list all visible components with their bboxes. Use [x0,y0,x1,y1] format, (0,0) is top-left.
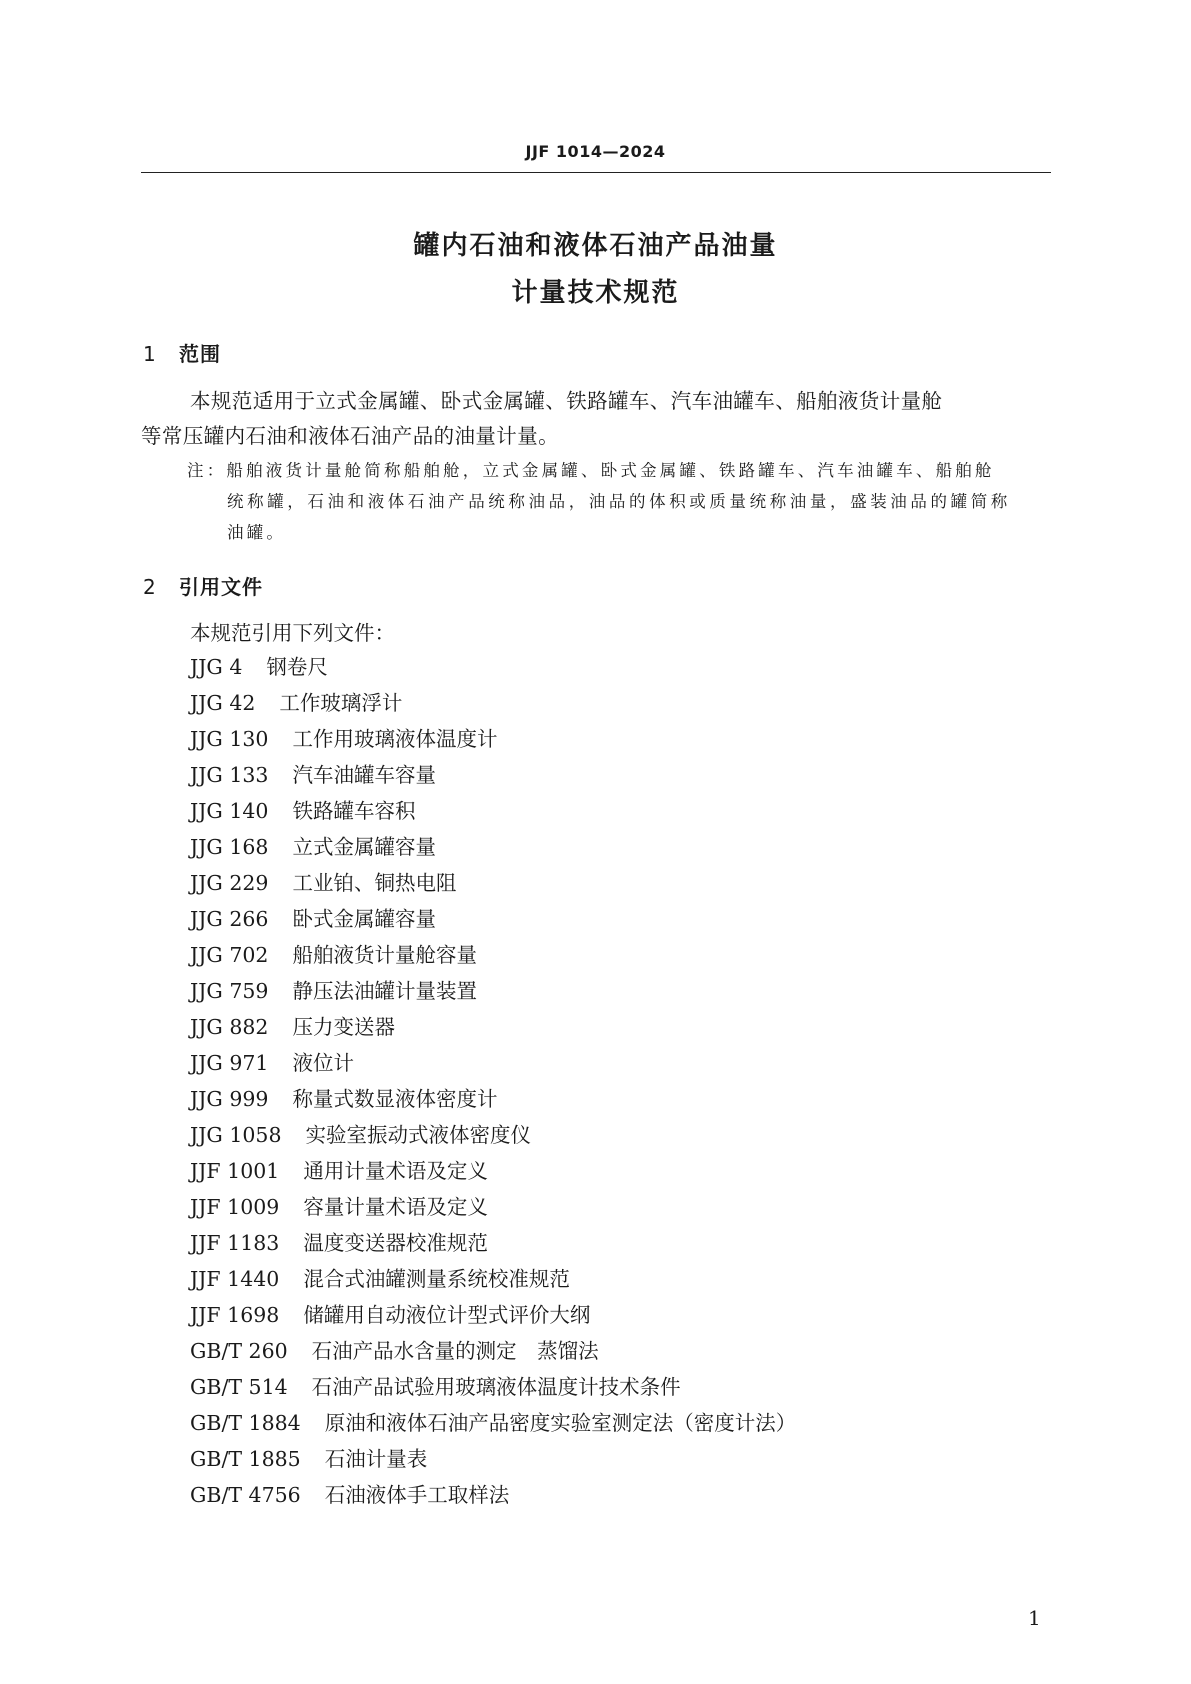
reference-title: 钢卷尺 [266,655,328,679]
reference-item [190,1262,570,1290]
reference-code: GB/T 1884 [190,1411,301,1435]
reference-title: 工业铂、铜热电阻 [292,871,457,895]
document-title-line-1: 罐内石油和液体石油产品油量 [413,231,778,261]
reference-code: GB/T 514 [190,1375,288,1399]
scope-paragraph-line-2: 等常压罐内石油和液体石油产品的油量计量。 [141,424,559,448]
reference-code: JJG 140 [190,799,269,823]
reference-item [190,974,477,1002]
reference-item [190,794,415,822]
reference-code: GB/T 4756 [190,1483,301,1507]
reference-code: GB/T 1885 [190,1447,301,1471]
reference-code: JJG 266 [190,907,269,931]
reference-title: 石油产品水含量的测定 蒸馏法 [311,1339,599,1363]
reference-title: 汽车油罐车容量 [292,763,436,787]
reference-item [190,1118,531,1146]
reference-item [190,1406,796,1434]
reference-title: 称量式数显液体密度计 [292,1087,498,1111]
reference-item [190,1046,354,1074]
reference-item [190,650,328,678]
reference-code: JJG 702 [190,943,269,967]
reference-code: JJG 971 [190,1051,269,1075]
document-code-header: JJF 1014—2024 [525,142,666,161]
reference-item [190,1334,599,1362]
reference-item [190,686,402,714]
section-title: 范围 [179,342,221,366]
section-number: 2 [143,575,157,599]
references-intro: 本规范引用下列文件： [190,621,395,645]
reference-code: JJG 133 [190,763,269,787]
reference-code: JJG 229 [190,871,269,895]
reference-code: JJF 1440 [190,1267,280,1291]
reference-item [190,1298,590,1326]
reference-title: 静压法油罐计量装置 [292,979,477,1003]
section-2-heading [143,571,263,600]
reference-item [190,722,497,750]
document-title-line-2: 计量技术规范 [511,278,680,308]
reference-title: 温度变送器校准规范 [303,1231,488,1255]
reference-item [190,866,456,894]
section-1-heading [143,338,221,367]
page-number: 1 [1028,1606,1041,1630]
reference-code: JJF 1009 [190,1195,280,1219]
reference-title: 实验室振动式液体密度仪 [305,1123,531,1147]
reference-title: 工作用玻璃液体温度计 [292,727,498,751]
reference-title: 铁路罐车容积 [292,799,416,823]
reference-item [190,1010,395,1038]
scope-note-line-3: 油罐。 [227,523,287,542]
reference-code: JJG 882 [190,1015,269,1039]
scope-paragraph-line-1: 本规范适用于立式金属罐、卧式金属罐、铁路罐车、汽车油罐车、船舶液货计量舱 [190,389,943,413]
reference-code: JJG 999 [190,1087,269,1111]
header-divider [141,172,1051,173]
reference-code: JJG 759 [190,979,269,1003]
reference-item [190,1478,509,1506]
reference-title: 石油计量表 [324,1447,428,1471]
reference-title: 容量计量术语及定义 [303,1195,488,1219]
reference-code: JJG 1058 [190,1123,282,1147]
reference-title: 混合式油罐测量系统校准规范 [303,1267,570,1291]
reference-item [190,1082,497,1110]
section-number: 1 [143,342,157,366]
reference-code: JJF 1001 [190,1159,280,1183]
reference-item [190,1226,488,1254]
reference-title: 石油产品试验用玻璃液体温度计技术条件 [311,1375,681,1399]
reference-title: 原油和液体石油产品密度实验室测定法（密度计法） [324,1411,797,1435]
reference-item [190,1190,488,1218]
reference-item [190,1370,681,1398]
reference-item [190,830,436,858]
scope-note-line-2: 统称罐，石油和液体石油产品统称油品，油品的体积或质量统称油量，盛装油品的罐简称 [227,492,1011,511]
reference-title: 储罐用自动液位计型式评价大纲 [303,1303,591,1327]
reference-item [190,938,477,966]
scope-note-line-1: 注：船舶液货计量舱简称船舶舱，立式金属罐、卧式金属罐、铁路罐车、汽车油罐车、船舶舱 [187,461,995,480]
reference-title: 石油液体手工取样法 [324,1483,510,1507]
reference-title: 工作玻璃浮计 [279,691,403,715]
reference-code: JJF 1698 [190,1303,280,1327]
reference-item [190,1442,427,1470]
reference-title: 压力变送器 [292,1015,395,1039]
section-title: 引用文件 [179,575,263,599]
reference-title: 卧式金属罐容量 [292,907,436,931]
reference-item [190,758,436,786]
reference-item [190,902,436,930]
reference-title: 船舶液货计量舱容量 [292,943,477,967]
reference-code: JJG 130 [190,727,269,751]
reference-title: 液位计 [292,1051,354,1075]
reference-code: JJG 168 [190,835,269,859]
reference-item [190,1154,488,1182]
reference-code: JJG 42 [190,691,256,715]
reference-code: JJF 1183 [190,1231,280,1255]
reference-code: JJG 4 [190,655,243,679]
reference-code: GB/T 260 [190,1339,288,1363]
reference-title: 通用计量术语及定义 [303,1159,488,1183]
reference-title: 立式金属罐容量 [292,835,436,859]
